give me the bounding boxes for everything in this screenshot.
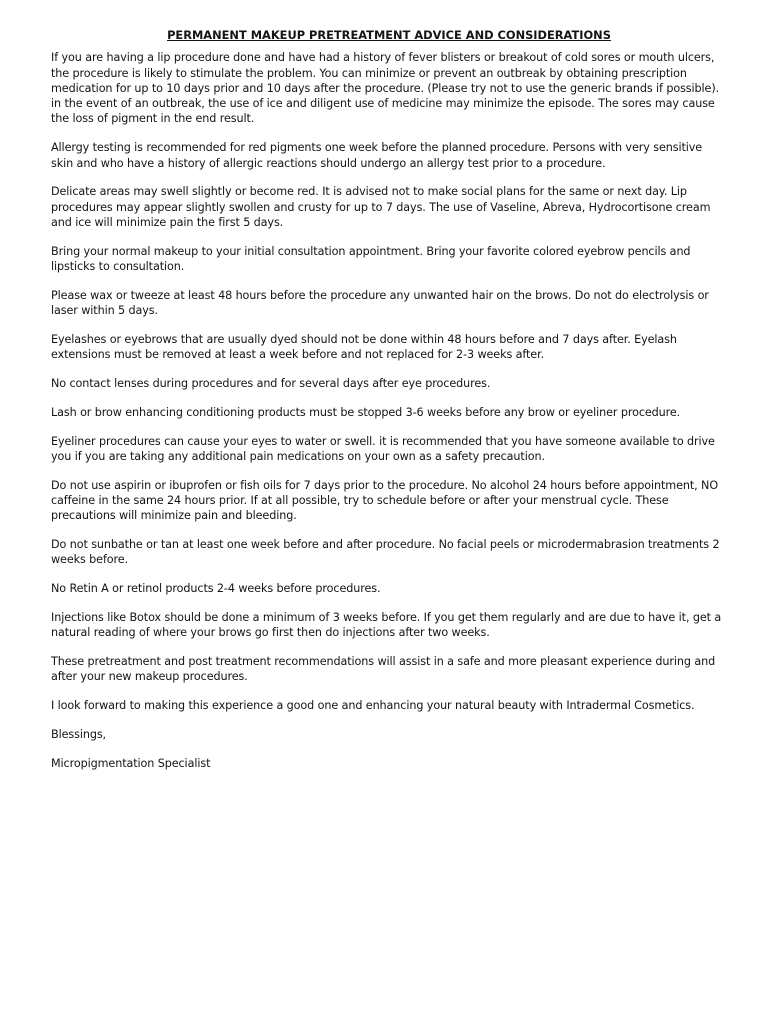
- paragraph-conditioning-products: Lash or brow enhancing conditioning products must be stopped 3-6 weeks before any brow or eyeliner procedure.: [51, 405, 681, 419]
- paragraph-sunbathe: Do not sunbathe or tan at least one week before and after procedure. No facial peels or microdermabrasion treatments 2 weeks before.: [51, 538, 720, 567]
- document-page: [51, 28, 727, 785]
- paragraph-recommendations: These pretreatment and post treatment recommendations will assist in a safe and more pleasant experience during and after your new makeup procedures.: [51, 655, 716, 684]
- paragraph-wax-tweeze: Please wax or tweeze at least 48 hours before the procedure any unwanted hair on the brows. Do not do electrolysis or laser within 5 days.: [51, 288, 709, 318]
- paragraph-botox: Injections like Botox should be done a minimum of 3 weeks before. If you get them regularly and are due to have it, get a natural reading of where your brows go first then do injections after two weeks.: [51, 611, 722, 640]
- paragraph-bring-makeup: Bring your normal makeup to your initial consultation appointment. Bring your favorite colored eyebrow pencils and lipsticks to consultation.: [51, 244, 691, 274]
- paragraph-blessings: Blessings,: [51, 728, 107, 741]
- paragraph-contact-lenses: No contact lenses during procedures and for several days after eye procedures.: [51, 377, 491, 391]
- document-title: PERMANENT MAKEUP PRETREATMENT ADVICE AND CONSIDERATIONS: [167, 28, 611, 42]
- paragraph-signature-title: Micropigmentation Specialist: [51, 756, 211, 770]
- paragraph-closing: I look forward to making this experience a good one and enhancing your natural beauty with Intradermal Cosmetics.: [51, 699, 695, 713]
- paragraph-retin-a: No Retin A or retinol products 2-4 weeks before procedures.: [51, 582, 381, 596]
- paragraph-allergy-testing: Allergy testing is recommended for red pigments one week before the planned procedure. Persons with very sensitive skin and who have a history of allergic reactions should undergo an allergy test prior to a procedure.: [51, 141, 703, 170]
- paragraph-delicate-areas: Delicate areas may swell slightly or become red. It is advised not to make social plans for the same or next day. Lip procedures may appear slightly swollen and crusty for up to 7 days. The use of Vaseline, Abreva, Hydrocortisone cream and ice will minimize pain the first 5 days.: [51, 185, 711, 229]
- paragraph-lip-procedure: If you are having a lip procedure done and have had a history of fever blisters or breakout of cold sores or mouth ulcers, the procedure is likely to stimulate the problem. You can minimize or prevent an outbreak by obtaining prescription medication for up to 10 days prior and 10 days after the procedure. (Please try not to use the generic brands if possible). in the event of an outbreak, the use of ice and diligent use of medicine may minimize the episode. The sores may cause the loss of pigment in the end result.: [51, 51, 720, 126]
- paragraph-eyelashes-dyed: Eyelashes or eyebrows that are usually dyed should not be done within 48 hours before and 7 days after. Eyelash extensions must be removed at least a week before and not replaced for 2-3 weeks after.: [51, 332, 677, 362]
- paragraph-aspirin: Do not use aspirin or ibuprofen or fish oils for 7 days prior to the procedure. No alcohol 24 hours before appointment, NO caffeine in the same 24 hours prior. If at all possible, try to schedule before or after your menstrual cycle. These precautions will minimize pain and bleeding.: [51, 478, 719, 523]
- paragraph-eyeliner: Eyeliner procedures can cause your eyes to water or swell. it is recommended that you have someone available to drive you if you are taking any additional pain medications on your own as a safety precaution.: [51, 434, 715, 463]
